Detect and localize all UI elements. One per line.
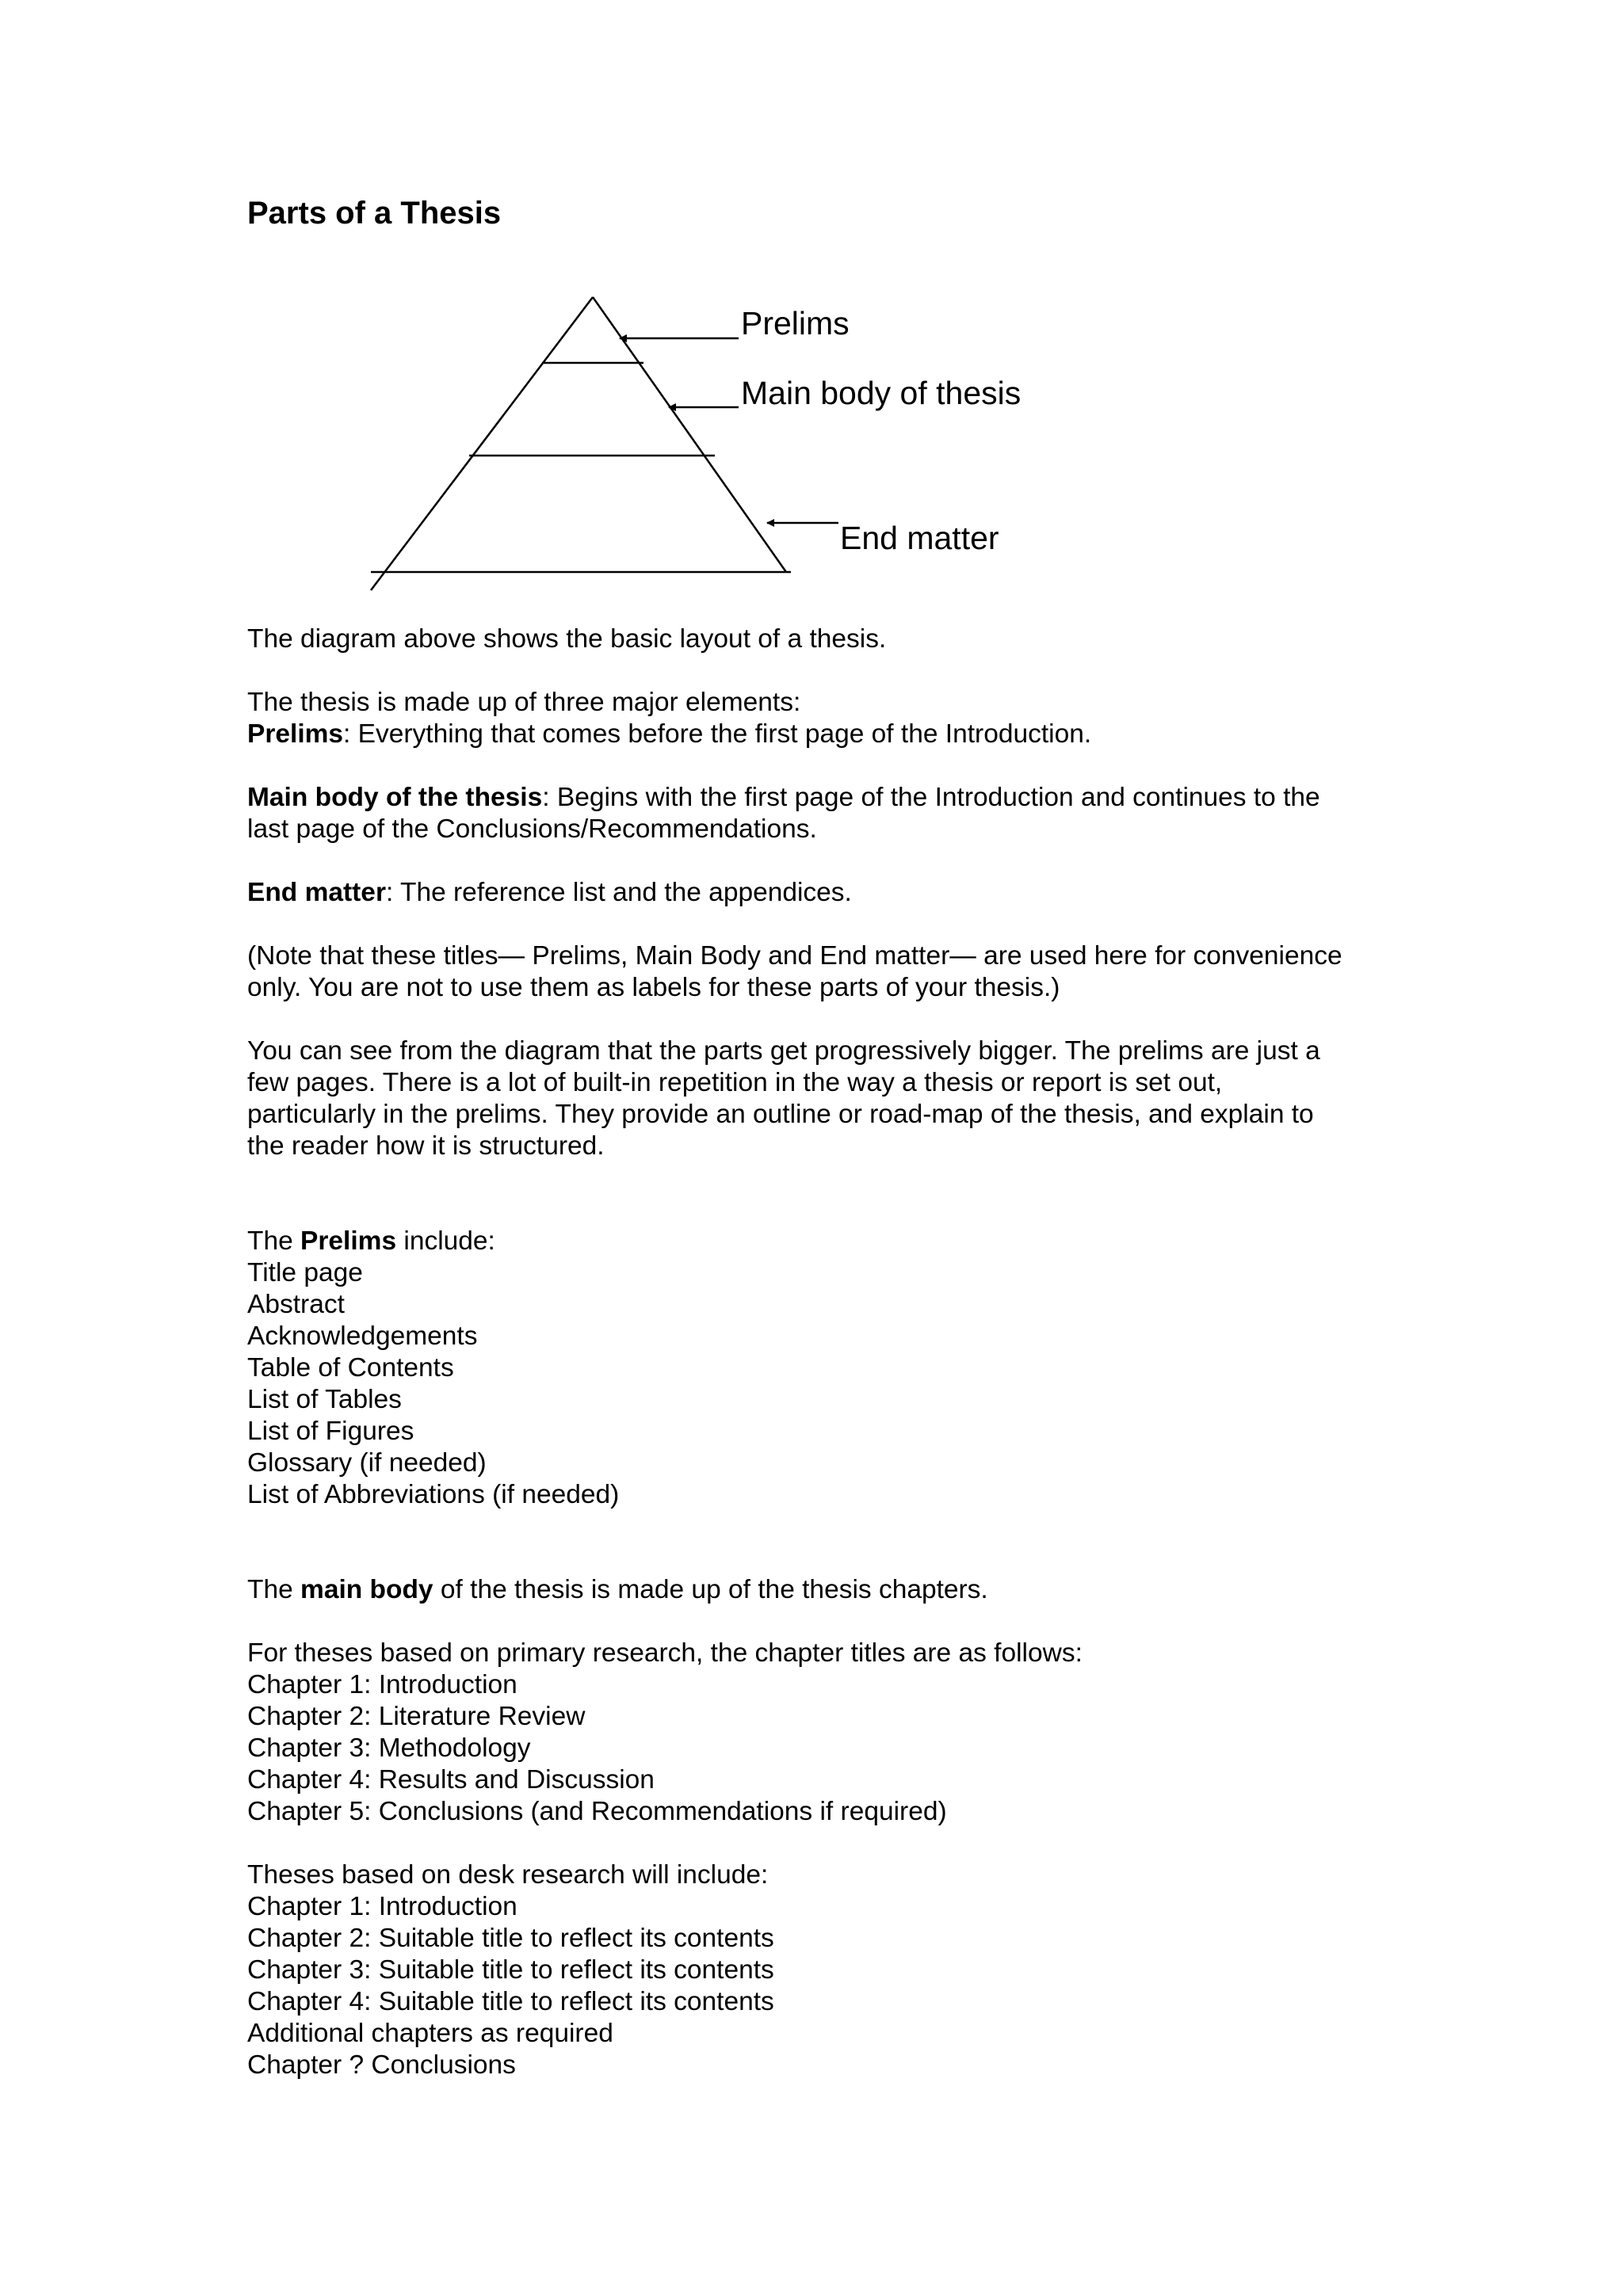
main-body-term: Main body of the thesis [247, 783, 543, 812]
list-item: Acknowledgements [247, 1322, 478, 1351]
list-item: Chapter 3: Suitable title to reflect its contents [247, 1955, 774, 1985]
progression-paragraph: You can see from the diagram that the parts get progressively bigger. The prelims are just a few pages. There is a lot of built-in repetition in the way a thesis or report is set out, particularly in the prelims. They provide an outline or road-map of the thesis, and explain to the reader how it is structured. [247, 1036, 1320, 1161]
prelims-label: Prelims [741, 305, 850, 341]
document-body [247, 624, 1357, 2081]
list-item: List of Tables [247, 1385, 402, 1414]
main-body-label: Main body of thesis [741, 375, 1022, 411]
main-body-section-tail: of the thesis is made up of the thesis chapters. [433, 1575, 988, 1604]
page-title: Parts of a Thesis [247, 196, 502, 231]
list-item: Chapter 2: Literature Review [247, 1702, 586, 1731]
list-item: Chapter 4: Results and Discussion [247, 1765, 655, 1794]
prelims-section-heading [247, 1226, 1357, 1257]
list-item: Title page [247, 1258, 363, 1287]
list-item: Abstract [247, 1290, 345, 1319]
prelims-term: Prelims [247, 719, 344, 749]
list-item: List of Figures [247, 1417, 414, 1446]
end-matter-term: End matter [247, 878, 386, 907]
main-body-section-term: main body [300, 1575, 433, 1604]
primary-research-chapters [247, 1669, 1357, 1828]
main-body-definition [247, 782, 1357, 845]
desk-research-intro: Theses based on desk research will include: [247, 1860, 769, 1890]
prelims-definition [247, 719, 1357, 750]
end-matter-label: End matter [840, 520, 999, 556]
list-item: Chapter 2: Suitable title to reflect its contents [247, 1924, 774, 1953]
prelims-section-lead: The [247, 1226, 301, 1256]
list-item: Chapter ? Conclusions [247, 2050, 516, 2080]
end-matter-definition [247, 877, 1357, 909]
main-body-section-lead: The [247, 1575, 301, 1604]
list-item: List of Abbreviations (if needed) [247, 1480, 620, 1509]
primary-research-intro: For theses based on primary research, the chapter titles are as follows: [247, 1638, 1083, 1668]
note-paragraph: (Note that these titles— Prelims, Main Body and End matter— are used here for convenience only. You are not to use them as labels for these parts of your thesis.) [247, 941, 1342, 1002]
list-item: Additional chapters as required [247, 2019, 613, 2048]
list-item: Chapter 5: Conclusions (and Recommendations if required) [247, 1797, 947, 1826]
elements-intro: The thesis is made up of three major elements: [247, 688, 801, 717]
list-item: Chapter 4: Suitable title to reflect its contents [247, 1987, 774, 2016]
prelims-section-tail: include: [396, 1226, 495, 1256]
desk-research-chapters [247, 1891, 1357, 2081]
list-item: Chapter 1: Introduction [247, 1892, 517, 1921]
list-item: Chapter 3: Methodology [247, 1733, 531, 1763]
pyramid-left-side [371, 297, 593, 590]
intro-paragraph: The diagram above shows the basic layout of a thesis. [247, 624, 887, 654]
prelims-definition-text: : Everything that comes before the first page of the Introduction. [343, 719, 1092, 749]
main-body-section-heading [247, 1574, 1357, 1606]
prelims-section-term: Prelims [300, 1226, 397, 1256]
list-item: Glossary (if needed) [247, 1448, 487, 1478]
list-item: Table of Contents [247, 1353, 454, 1383]
end-matter-definition-text: : The reference list and the appendices. [385, 878, 852, 907]
prelims-list [247, 1257, 1357, 1511]
main-body-definition-text: : Begins with the first page of the Introduction and continues to the last page of the Conclusions/Recommendations. [247, 783, 1320, 844]
list-item: Chapter 1: Introduction [247, 1670, 517, 1699]
